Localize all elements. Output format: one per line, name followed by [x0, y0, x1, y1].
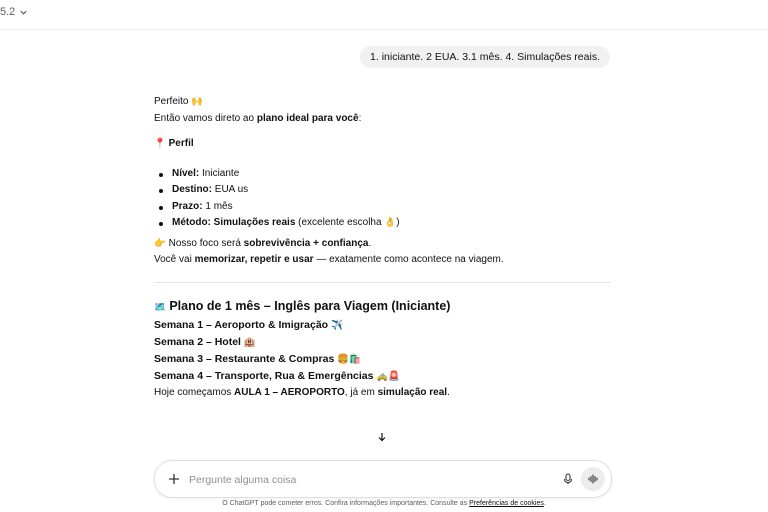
- voice-mode-button[interactable]: [581, 467, 605, 491]
- lesson-end: .: [447, 386, 450, 398]
- item-value: 1 mês: [202, 200, 233, 212]
- lesson-mid: , já em: [344, 386, 378, 398]
- list-item: Nível: Iniciante: [154, 166, 610, 183]
- user-message-bubble: [360, 46, 610, 68]
- model-label: 5.2: [0, 6, 16, 18]
- memorize-text: Você vai: [154, 254, 195, 265]
- raised-hands-icon: 🙌: [191, 96, 204, 107]
- profile-heading-text: Perfil: [168, 138, 194, 149]
- focus-text: Nosso foco será: [165, 237, 244, 249]
- item-label: Nível: [172, 167, 196, 179]
- week-label: Semana 3 – Restaurante & Compras: [154, 352, 335, 365]
- item-value: (excelente escolha: [295, 217, 385, 228]
- hotel-icon: 🏨: [243, 336, 256, 348]
- taxi-siren-icon: 🚕🚨: [376, 370, 401, 382]
- item-label: Método: [172, 217, 208, 228]
- list-item: Prazo: 1 mês: [154, 199, 610, 216]
- memorize-end: — exatamente como acontece na viagem.: [313, 254, 504, 265]
- plan-title: [154, 297, 610, 317]
- week-label: Semana 2 – Hotel: [154, 335, 241, 348]
- greeting-line: [154, 94, 610, 111]
- item-value: Iniciante: [199, 167, 240, 179]
- week-1-heading: [154, 317, 610, 334]
- focus-line: [154, 236, 610, 253]
- item-label: Prazo: [172, 200, 200, 212]
- dictate-button[interactable]: [559, 470, 577, 488]
- week-4-heading: [154, 368, 610, 385]
- list-item: Destino: EUA us: [154, 182, 610, 199]
- map-icon: 🗺️: [154, 301, 166, 313]
- microphone-icon: [562, 473, 574, 485]
- week-label: Semana 1 – Aeroporto & Imigração: [154, 318, 329, 331]
- add-attachment-button[interactable]: [165, 470, 183, 488]
- item-label: Destino: [172, 184, 209, 195]
- intro-line: [154, 111, 610, 128]
- focus-bold: sobrevivência + confiança: [243, 237, 369, 249]
- message-composer: [154, 460, 612, 498]
- disclaimer-end: .: [543, 500, 546, 507]
- plan-title-text: Plano de 1 mês – Inglês para Viagem (Iniciante): [169, 298, 451, 313]
- pointing-right-icon: 👉: [154, 237, 166, 249]
- lesson-bold2: simulação real: [377, 386, 448, 398]
- cookie-preferences-link[interactable]: Preferências de cookies: [469, 500, 544, 507]
- profile-list: [154, 166, 610, 232]
- item-value-bold: Simulações reais: [210, 217, 296, 228]
- item-value-end: ): [396, 217, 400, 228]
- header-divider: [0, 29, 768, 30]
- airplane-icon: ✈️: [331, 319, 343, 331]
- week-label: Semana 4 – Transporte, Rua & Emergências: [154, 369, 374, 382]
- item-value: EUA us: [212, 184, 249, 195]
- memorize-line: [154, 252, 610, 269]
- arrow-down-icon: [377, 432, 387, 442]
- disclaimer-text: O ChatGPT pode cometer erros. Confira informações importantes. Consulte as: [222, 500, 470, 507]
- focus-end: .: [368, 237, 372, 249]
- list-item: Método: Simulações reais (excelente escolha 👌): [154, 215, 610, 232]
- memorize-bold: memorizar, repetir e usar: [194, 254, 314, 265]
- intro-text: Então vamos direto ao: [154, 112, 257, 124]
- model-switcher[interactable]: [0, 6, 28, 18]
- section-divider: [154, 282, 610, 283]
- lesson-text: Hoje começamos: [154, 386, 235, 398]
- greeting-text: Perfeito: [154, 96, 189, 107]
- prompt-input[interactable]: [187, 470, 551, 490]
- intro-end: :: [358, 112, 362, 124]
- burger-shopping-icon: 🍔🛍️: [337, 353, 361, 365]
- disclaimer-footer: [0, 500, 768, 507]
- ok-hand-icon: 👌: [384, 217, 397, 228]
- week-2-heading: [154, 334, 610, 351]
- plus-icon: [168, 473, 180, 485]
- scroll-down-button[interactable]: [374, 429, 390, 445]
- intro-bold: plano ideal para você: [256, 112, 359, 124]
- pin-icon: 📍: [154, 138, 166, 149]
- week-3-heading: [154, 351, 610, 368]
- profile-heading: [154, 136, 610, 153]
- lesson-line: [154, 385, 610, 402]
- lesson-bold: AULA 1 – AEROPORTO: [234, 386, 345, 398]
- assistant-message: [154, 94, 610, 401]
- user-message-text: 1. iniciante. 2 EUA. 3.1 mês. 4. Simulações reais.: [370, 51, 600, 63]
- waveform-icon: [587, 473, 599, 485]
- chevron-down-icon: [19, 8, 28, 17]
